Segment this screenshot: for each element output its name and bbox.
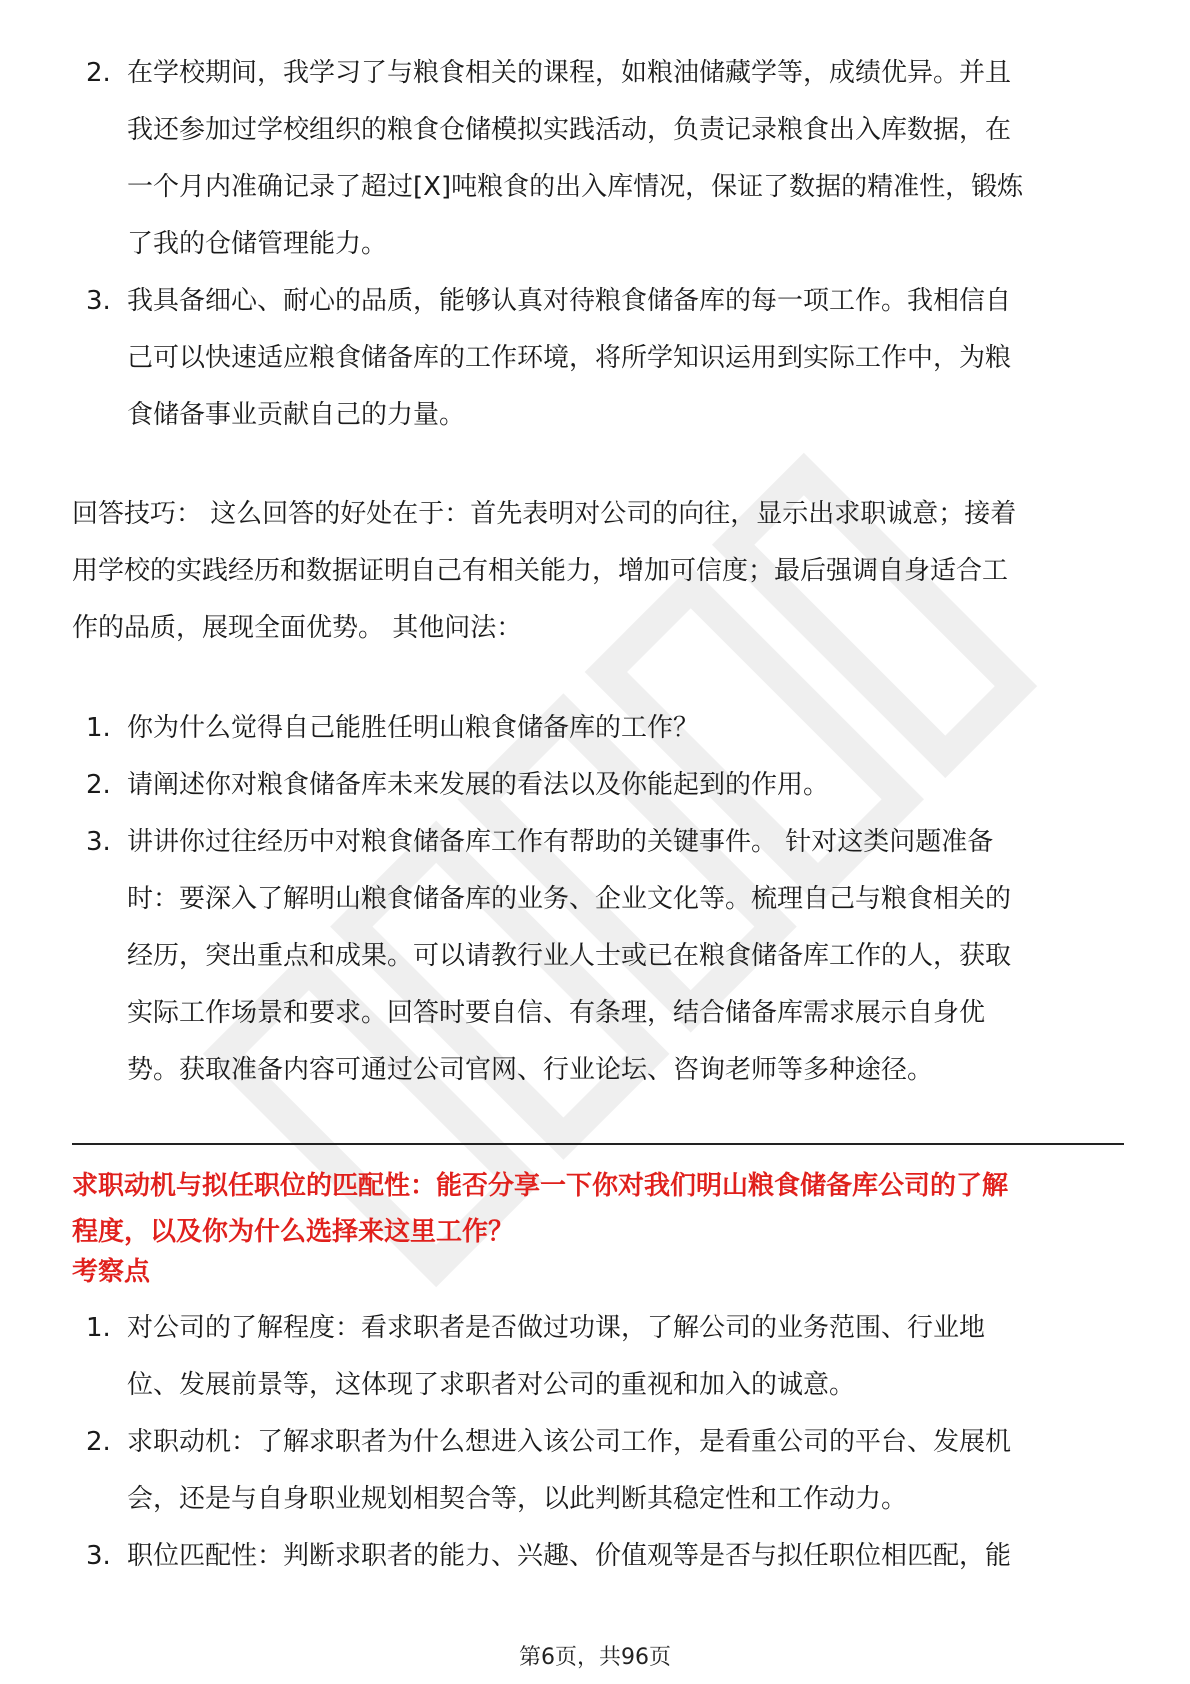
list-number: 3. xyxy=(86,286,111,316)
line: 我具备细心、耐心的品质，能够认真对待粮食储备库的每一项工作。我相信自 xyxy=(127,286,1012,316)
line: 在学校期间，我学习了与粮食相关的课程，如粮油储藏学等，成绩优异。并且 xyxy=(127,58,1012,88)
line: 程度，以及你为什么选择来这里工作？ xyxy=(72,1217,515,1247)
section-title: 考察点 xyxy=(72,1257,151,1287)
line: 时：要深入了解明山粮食储备库的业务、企业文化等。梳理自己与粮食相关的 xyxy=(127,884,1012,914)
top-list xyxy=(72,45,1122,444)
list-number: 1. xyxy=(86,713,111,743)
other-questions-list xyxy=(72,700,1122,1099)
line: 求职动机与拟任职位的匹配性：能否分享一下你对我们明山粮食储备库公司的了解 xyxy=(72,1171,1009,1201)
list-item xyxy=(72,757,1122,814)
list-item xyxy=(72,1300,1122,1414)
points-list xyxy=(72,1300,1122,1585)
line: 请阐述你对粮食储备库未来发展的看法以及你能起到的作用。 xyxy=(127,770,830,800)
list-number: 2. xyxy=(86,770,111,800)
line: 讲讲你过往经历中对粮食储备库工作有帮助的关键事件。 针对这类问题准备 xyxy=(127,827,994,857)
line: 食储备事业贡献自己的力量。 xyxy=(127,400,466,430)
line: 我还参加过学校组织的粮食仓储模拟实践活动，负责记录粮食出入库数据，在 xyxy=(127,115,1012,145)
list-number: 1. xyxy=(86,1313,111,1343)
line: 经历，突出重点和成果。可以请教行业人士或已在粮食储备库工作的人，获取 xyxy=(127,941,1012,971)
line: 用学校的实践经历和数据证明自己有相关能力，增加可信度；最后强调自身适合工 xyxy=(72,556,1009,586)
line: 了我的仓储管理能力。 xyxy=(127,229,388,259)
question-heading xyxy=(72,1163,1124,1255)
line: 职位匹配性：判断求职者的能力、兴趣、价值观等是否与拟任职位相匹配，能 xyxy=(127,1541,1012,1571)
line: 实际工作场景和要求。回答时要自信、有条理，结合储备库需求展示自身优 xyxy=(127,998,986,1028)
line: 作的品质，展现全面优势。 其他问法： xyxy=(72,613,523,643)
list-number: 2. xyxy=(86,58,111,88)
line: 己可以快速适应粮食储备库的工作环境，将所学知识运用到实际工作中，为粮 xyxy=(127,343,1012,373)
tips-paragraph xyxy=(72,486,1122,657)
list-item xyxy=(72,45,1122,273)
list-number: 3. xyxy=(86,1541,111,1571)
section-divider xyxy=(72,1143,1124,1145)
line: 求职动机：了解求职者为什么想进入该公司工作，是看重公司的平台、发展机 xyxy=(127,1427,1012,1457)
line: 回答技巧： 这么回答的好处在于：首先表明对公司的向往，显示出求职诚意；接着 xyxy=(72,499,1017,529)
list-item xyxy=(72,1528,1122,1585)
list-number: 2. xyxy=(86,1427,111,1457)
line: 会，还是与自身职业规划相契合等，以此判断其稳定性和工作动力。 xyxy=(127,1484,908,1514)
line: 位、发展前景等，这体现了求职者对公司的重视和加入的诚意。 xyxy=(127,1370,856,1400)
line: 一个月内准确记录了超过[X]吨粮食的出入库情况，保证了数据的精准性，锻炼 xyxy=(127,172,1024,202)
list-item xyxy=(72,273,1122,444)
list-item xyxy=(72,700,1122,757)
list-item xyxy=(72,1414,1122,1528)
list-item xyxy=(72,814,1122,1099)
page-footer: 第6页，共96页 xyxy=(519,1645,671,1670)
line: 势。获取准备内容可通过公司官网、行业论坛、咨询老师等多种途径。 xyxy=(127,1055,934,1085)
line: 对公司的了解程度：看求职者是否做过功课，了解公司的业务范围、行业地 xyxy=(127,1313,986,1343)
line: 你为什么觉得自己能胜任明山粮食储备库的工作？ xyxy=(127,713,700,743)
list-number: 3. xyxy=(86,827,111,857)
